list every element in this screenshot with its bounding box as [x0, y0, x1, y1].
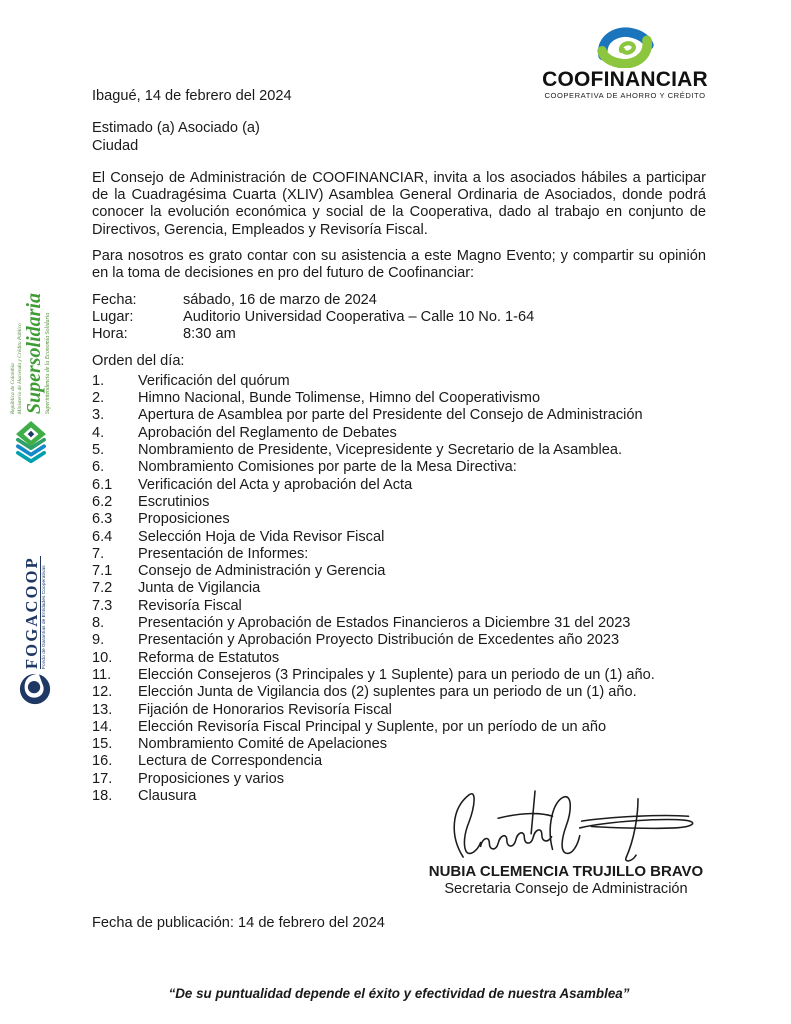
agenda-item-number: 7.3: [92, 597, 113, 614]
supersolidaria-diamond-icon: [10, 418, 52, 465]
agenda-item: [92, 477, 706, 494]
agenda-item: [92, 632, 706, 649]
agenda-item-number: 7.1: [92, 563, 113, 580]
agenda-item-text: Lectura de Correspondencia: [138, 753, 323, 770]
agenda-item-text: Aprobación del Reglamento de Debates: [138, 424, 397, 441]
agenda-item-number: 6.3: [92, 511, 113, 528]
footer-quote: “De su puntualidad depende el éxito y efectividad de nuestra Asamblea”: [168, 985, 630, 1001]
salutation-line1: Estimado (a) Asociado (a): [92, 120, 260, 137]
detail-value: sábado, 16 de marzo de 2024: [183, 291, 377, 308]
detail-label: Hora:: [92, 326, 128, 343]
agenda-item-number: 10.: [92, 649, 113, 666]
agenda-item-text: Proposiciones: [138, 511, 230, 528]
agenda-item-number: 18.: [92, 787, 113, 804]
detail-value: 8:30 am: [183, 326, 236, 343]
detail-value: Auditorio Universidad Cooperativa – Calle 10 No. 1-64: [183, 308, 535, 325]
agenda-item-number: 3.: [92, 407, 105, 424]
agenda-item: [92, 459, 706, 476]
fogacoop-g-icon: [18, 672, 52, 706]
agenda-item-text: Elección Revisoría Fiscal Principal y Suplente, por un período de un año: [138, 718, 607, 735]
agenda-item-number: 14.: [92, 718, 113, 735]
brand-name: COOFINANCIAR: [542, 68, 708, 91]
signer-name: NUBIA CLEMENCIA TRUJILLO BRAVO: [428, 863, 704, 881]
agenda-item-text: Presentación de Informes:: [138, 545, 309, 562]
agenda-item-text: Himno Nacional, Bunde Tolimense, Himno del Cooperativismo: [138, 390, 541, 407]
coofinanciar-eye-icon: [593, 26, 657, 68]
agenda-item-number: 7.: [92, 545, 105, 562]
agenda-item-number: 8.: [92, 615, 105, 632]
agenda-item: [92, 373, 706, 390]
supersolidaria-tiny-line1: República de Colombia: [10, 363, 17, 415]
agenda-item: [92, 442, 706, 459]
fogacoop-subtitle: Fondo de Garantías de Entidades Cooperativas: [40, 556, 48, 669]
publication-date: Fecha de publicación: 14 de febrero del 2024: [92, 915, 385, 932]
agenda-item-text: Junta de Vigilancia: [138, 580, 261, 597]
agenda-item: [92, 390, 706, 407]
handwritten-signature: [434, 789, 706, 863]
agenda-list: [92, 373, 706, 805]
agenda-item-text: Apertura de Asamblea por parte del Presidente del Consejo de Administración: [138, 407, 643, 424]
agenda-item-number: 6.1: [92, 476, 113, 493]
agenda-item-text: Elección Junta de Vigilancia dos (2) suplentes para un periodo de un (1) año.: [138, 684, 637, 701]
agenda-item-number: 6.2: [92, 493, 113, 510]
agenda-item: [92, 702, 706, 719]
agenda-item: [92, 615, 706, 632]
agenda-item-text: Presentación y Aprobación de Estados Financieros a Diciembre 31 del 2023: [138, 615, 631, 632]
agenda-item: [92, 425, 706, 442]
agenda-item: [92, 580, 706, 597]
detail-row: [92, 309, 706, 326]
agenda-item: [92, 407, 706, 424]
agenda-title: Orden del día:: [92, 352, 185, 369]
agenda-item-number: 2.: [92, 390, 105, 407]
detail-row: [92, 326, 706, 343]
agenda-item-text: Verificación del Acta y aprobación del Acta: [138, 476, 413, 493]
agenda-item-text: Nombramiento Comisiones por parte de la Mesa Directiva:: [138, 459, 517, 476]
agenda-item-number: 17.: [92, 770, 113, 787]
agenda-item-number: 16.: [92, 753, 113, 770]
agenda-item: [92, 736, 706, 753]
agenda-item: [92, 563, 706, 580]
agenda-item: [92, 753, 706, 770]
agenda-item-text: Clausura: [138, 787, 197, 804]
agenda-item-number: 1.: [92, 372, 105, 389]
agenda-item-number: 15.: [92, 736, 113, 753]
agenda-item-number: 13.: [92, 701, 113, 718]
agenda-item-number: 6.4: [92, 528, 113, 545]
letter-body: [92, 88, 706, 1002]
agenda-item-number: 6.: [92, 459, 105, 476]
agenda-item-text: Verificación del quórum: [138, 372, 290, 389]
agenda-item-text: Escrutinios: [138, 493, 210, 510]
signer-role: Secretaria Consejo de Administración: [444, 881, 688, 898]
agenda-item-number: 9.: [92, 632, 105, 649]
agenda-item: [92, 511, 706, 528]
event-details: [92, 292, 706, 344]
brand-tagline: COOPERATIVA DE AHORRO Y CRÉDITO: [544, 91, 706, 100]
agenda-item: [92, 684, 706, 701]
detail-label: Lugar:: [92, 308, 134, 325]
agenda-item: [92, 719, 706, 736]
agenda-item-text: Proposiciones y varios: [138, 770, 285, 787]
agenda-item-number: 4.: [92, 424, 105, 441]
supersolidaria-name: Supersolidaria: [22, 293, 45, 415]
agenda-item-text: Consejo de Administración y Gerencia: [138, 563, 386, 580]
agenda-item: [92, 771, 706, 788]
supersolidaria-tiny-line2: Ministerio de Hacienda y Crédito Público: [16, 323, 23, 415]
supersolidaria-subtitle: Superintendencia de la Economía Solidaria: [44, 312, 51, 415]
agenda-item-text: Nombramiento de Presidente, Vicepresidente y Secretario de la Asamblea.: [138, 442, 623, 459]
detail-row: [92, 292, 706, 309]
agenda-item-text: Fijación de Honorarios Revisoría Fiscal: [138, 701, 392, 718]
agenda-item-number: 11.: [92, 666, 112, 683]
salutation-line2: Ciudad: [92, 137, 139, 154]
salutation: [92, 120, 706, 155]
agenda-item: [92, 546, 706, 563]
agenda-item-text: Revisoría Fiscal: [138, 597, 242, 614]
paragraph-invitation: El Consejo de Administración de COOFINANCIAR, invita a los asociados hábiles a participar de la Cuadragésima Cuarta (XLIV) Asamblea General Ordinaria de Asociados, donde podrá conocer la evolución económica y social de la Cooperativa, dado al trabajo en conjunto de Directivos, Gerencia, Empleados y Revisoría Fiscal.: [92, 169, 706, 238]
agenda-item-number: 7.2: [92, 580, 113, 597]
agenda-item: [92, 650, 706, 667]
supersolidaria-logo: [2, 293, 60, 465]
agenda-item-number: 12.: [92, 684, 113, 701]
paragraph-assistance: Para nosotros es grato contar con su asistencia a este Magno Evento; y compartir su opinión en la toma de decisiones en pro del futuro de Coofinanciar:: [92, 248, 706, 282]
fogacoop-name: FOGACOOP: [21, 556, 41, 669]
fogacoop-logo: [12, 556, 58, 706]
agenda-item: [92, 529, 706, 546]
detail-label: Fecha:: [92, 291, 137, 308]
letter-date: Ibagué, 14 de febrero del 2024: [92, 88, 292, 104]
agenda-item-number: 5.: [92, 442, 105, 459]
agenda-item-text: Selección Hoja de Vida Revisor Fiscal: [138, 528, 385, 545]
agenda-item-text: Nombramiento Comité de Apelaciones: [138, 736, 388, 753]
signature-block: [426, 789, 706, 898]
agenda-item-text: Reforma de Estatutos: [138, 649, 280, 666]
agenda-item-text: Presentación y Aprobación Proyecto Distribución de Excedentes año 2023: [138, 632, 620, 649]
agenda-item-text: Elección Consejeros (3 Principales y 1 Suplente) para un periodo de un (1) año.: [138, 666, 655, 683]
agenda-item: [92, 598, 706, 615]
agenda-item: [92, 667, 706, 684]
agenda-item: [92, 494, 706, 511]
